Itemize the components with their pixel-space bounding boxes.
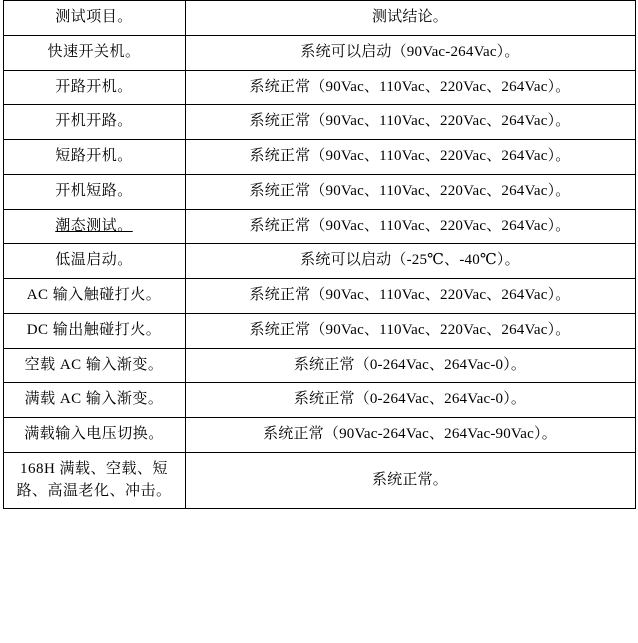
table-header-row [3,1,635,36]
test-result: 系统正常。 [185,452,635,509]
test-result: 系统正常（90Vac、110Vac、220Vac、264Vac）。 [185,209,635,244]
test-result: 系统正常（90Vac、110Vac、220Vac、264Vac）。 [185,313,635,348]
table-row [3,140,635,175]
test-result: 系统正常（0-264Vac、264Vac-0）。 [185,348,635,383]
test-item: 短路开机。 [3,140,185,175]
table-row [3,209,635,244]
test-item: 满载 AC 输入渐变。 [3,383,185,418]
test-result: 系统正常（90Vac、110Vac、220Vac、264Vac）。 [185,105,635,140]
table-row [3,418,635,453]
table-row [3,244,635,279]
table-row [3,105,635,140]
test-result: 系统正常（0-264Vac、264Vac-0）。 [185,383,635,418]
table-body [3,1,635,509]
table-row [3,174,635,209]
test-item: AC 输入触碰打火。 [3,279,185,314]
test-item: 空载 AC 输入渐变。 [3,348,185,383]
test-item: DC 输出触碰打火。 [3,313,185,348]
test-item: 快速开关机。 [3,35,185,70]
test-item: 168H 满载、空载、短路、高温老化、冲击。 [3,452,185,509]
test-result: 系统可以启动（-25℃、-40℃）。 [185,244,635,279]
table-row [3,35,635,70]
test-item: 开机开路。 [3,105,185,140]
test-item: 开机短路。 [3,174,185,209]
test-item: 满载输入电压切换。 [3,418,185,453]
table-row [3,383,635,418]
table-row [3,452,635,509]
table-row [3,279,635,314]
test-item: 开路开机。 [3,70,185,105]
test-result: 系统可以启动（90Vac-264Vac）。 [185,35,635,70]
column-header-result: 测试结论。 [185,1,635,36]
table-row [3,348,635,383]
test-result: 系统正常（90Vac-264Vac、264Vac-90Vac）。 [185,418,635,453]
test-results-table [3,0,636,509]
test-result: 系统正常（90Vac、110Vac、220Vac、264Vac）。 [185,70,635,105]
test-item: 潮态测试。 [3,209,185,244]
test-result: 系统正常（90Vac、110Vac、220Vac、264Vac）。 [185,174,635,209]
table-row [3,313,635,348]
test-result: 系统正常（90Vac、110Vac、220Vac、264Vac）。 [185,140,635,175]
column-header-item: 测试项目。 [3,1,185,36]
test-item: 低温启动。 [3,244,185,279]
table-row [3,70,635,105]
test-result: 系统正常（90Vac、110Vac、220Vac、264Vac）。 [185,279,635,314]
